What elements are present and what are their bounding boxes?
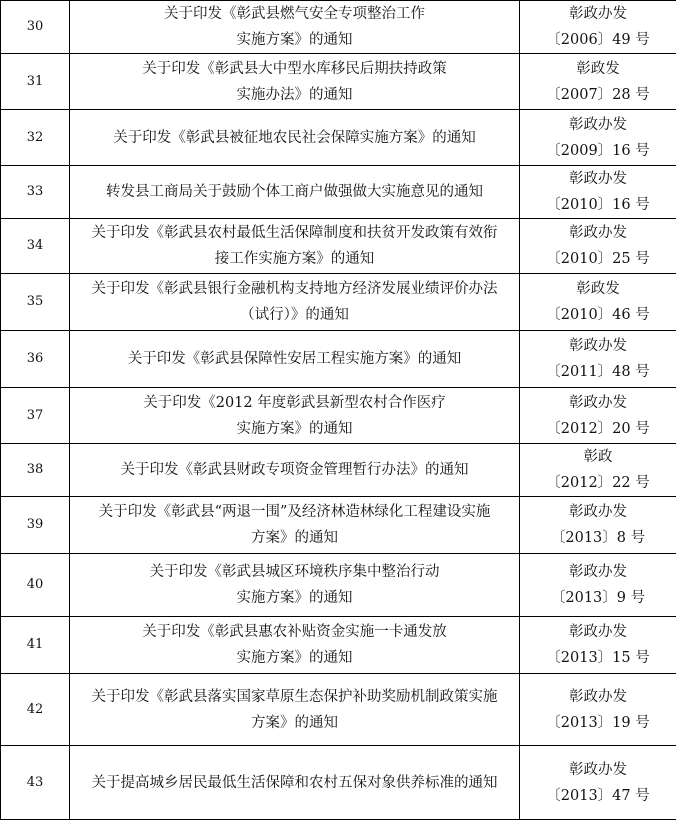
table-row	[1, 617, 676, 674]
table-row	[1, 497, 676, 554]
document-title: 关于印发《2012 年度彰武县新型农村合作医疗 实施方案》的通知	[70, 388, 520, 444]
row-number: 37	[1, 388, 70, 444]
table-row	[1, 746, 676, 820]
row-number: 38	[1, 444, 70, 497]
document-number: 彰政办发 〔2009〕16 号	[520, 110, 676, 166]
document-number: 彰政发 〔2010〕46 号	[520, 274, 676, 331]
table-row	[1, 1, 676, 54]
document-title: 关于提高城乡居民最低生活保障和农村五保对象供养标准的通知	[70, 746, 520, 820]
document-number: 彰政办发 〔2013〕47 号	[520, 746, 676, 820]
table-row	[1, 331, 676, 388]
row-number: 43	[1, 746, 70, 820]
table-row	[1, 674, 676, 746]
row-number: 42	[1, 674, 70, 746]
document-number: 彰政办发 〔2013〕9 号	[520, 554, 676, 617]
table-row	[1, 388, 676, 444]
document-title: 关于印发《彰武县“两退一围”及经济林造林绿化工程建设实施 方案》的通知	[70, 497, 520, 554]
row-number: 33	[1, 166, 70, 219]
row-number: 41	[1, 617, 70, 674]
table-row	[1, 554, 676, 617]
row-number: 34	[1, 219, 70, 274]
table-row	[1, 219, 676, 274]
table-row	[1, 444, 676, 497]
document-title: 关于印发《彰武县燃气安全专项整治工作 实施方案》的通知	[70, 1, 520, 54]
document-number: 彰政办发 〔2011〕48 号	[520, 331, 676, 388]
document-title: 关于印发《彰武县农村最低生活保障制度和扶贫开发政策有效衔 接工作实施方案》的通知	[70, 219, 520, 274]
row-number: 32	[1, 110, 70, 166]
document-title: 关于印发《彰武县银行金融机构支持地方经济发展业绩评价办法 （试行）》的通知	[70, 274, 520, 331]
row-number: 31	[1, 54, 70, 110]
table-row	[1, 54, 676, 110]
row-number: 40	[1, 554, 70, 617]
table-row	[1, 110, 676, 166]
document-number: 彰政办发 〔2006〕49 号	[520, 1, 676, 54]
document-number: 彰政办发 〔2012〕20 号	[520, 388, 676, 444]
document-title: 关于印发《彰武县惠农补贴资金实施一卡通发放 实施方案》的通知	[70, 617, 520, 674]
document-number: 彰政办发 〔2010〕25 号	[520, 219, 676, 274]
document-number: 彰政办发 〔2013〕15 号	[520, 617, 676, 674]
row-number: 35	[1, 274, 70, 331]
table-body	[1, 1, 676, 820]
table-row	[1, 166, 676, 219]
document-number: 彰政办发 〔2013〕19 号	[520, 674, 676, 746]
document-number: 彰政发 〔2007〕28 号	[520, 54, 676, 110]
document-number: 彰政办发 〔2010〕16 号	[520, 166, 676, 219]
row-number: 39	[1, 497, 70, 554]
document-number: 彰政办发 〔2013〕8 号	[520, 497, 676, 554]
document-title: 关于印发《彰武县保障性安居工程实施方案》的通知	[70, 331, 520, 388]
row-number: 36	[1, 331, 70, 388]
document-title: 关于印发《彰武县落实国家草原生态保护补助奖励机制政策实施 方案》的通知	[70, 674, 520, 746]
document-number: 彰政 〔2012〕22 号	[520, 444, 676, 497]
row-number: 30	[1, 1, 70, 54]
document-title: 关于印发《彰武县财政专项资金管理暂行办法》的通知	[70, 444, 520, 497]
document-title: 转发县工商局关于鼓励个体工商户做强做大实施意见的通知	[70, 166, 520, 219]
document-title: 关于印发《彰武县被征地农民社会保障实施方案》的通知	[70, 110, 520, 166]
document-title: 关于印发《彰武县城区环境秩序集中整治行动 实施方案》的通知	[70, 554, 520, 617]
document-title: 关于印发《彰武县大中型水库移民后期扶持政策 实施办法》的通知	[70, 54, 520, 110]
table-row	[1, 274, 676, 331]
